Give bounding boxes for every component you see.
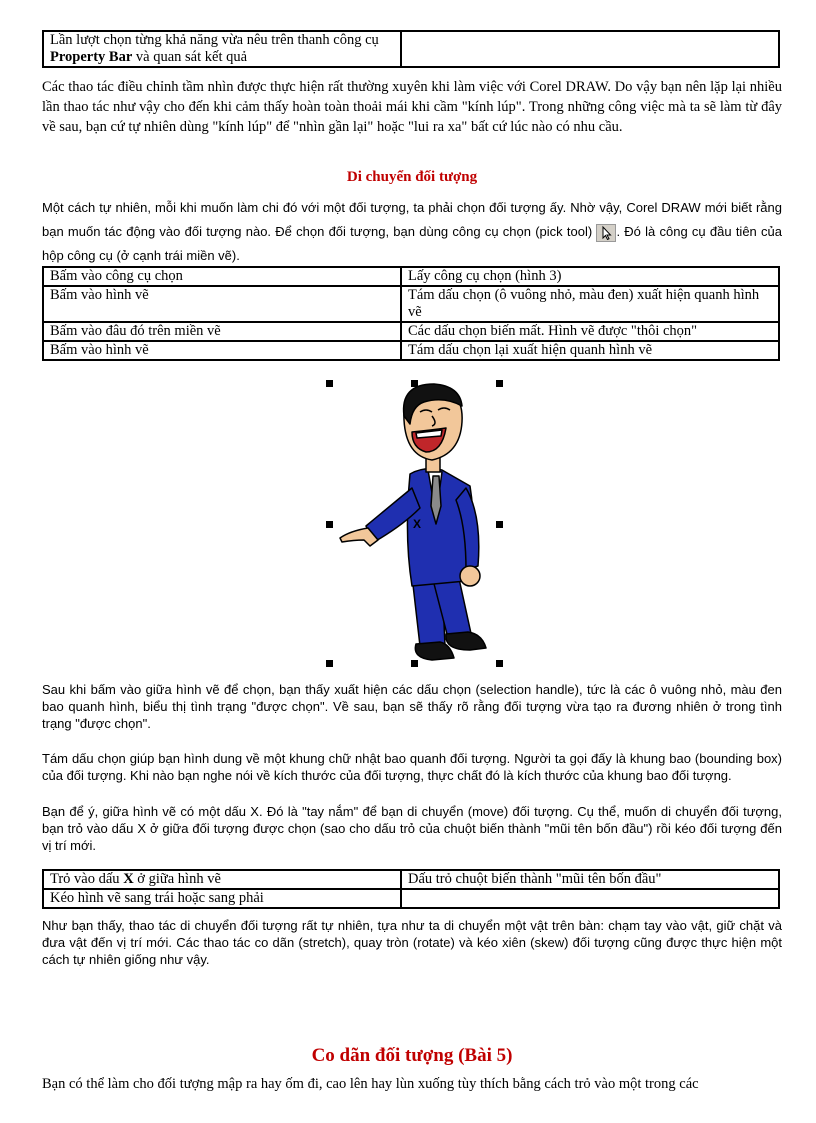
table-cell: Lần lượt chọn từng khả năng vừa nêu trên thanh công cụ Property Bar và quan sát kết quả <box>43 31 401 67</box>
heading-stretch: Co dãn đối tượng (Bài 5) <box>311 1045 513 1066</box>
table-cell: Kéo hình vẽ sang trái hoặc sang phải <box>43 889 401 908</box>
table-row <box>43 870 779 889</box>
pick-tool-icon <box>596 224 616 242</box>
selection-handle[interactable] <box>411 380 418 387</box>
table-cell: Trỏ vào dấu X ở giữa hình vẽ <box>43 870 401 889</box>
table-cell: Tám dấu chọn (ô vuông nhỏ, màu đen) xuất hiện quanh hình vẽ <box>401 286 779 322</box>
selection-handle[interactable] <box>326 521 333 528</box>
selected-cartoon-figure[interactable] <box>320 376 510 672</box>
table-cell: Bấm vào công cụ chọn <box>43 267 401 286</box>
table-row <box>43 31 779 67</box>
heading-move: Di chuyển đối tượng <box>346 169 478 185</box>
table-cell: Bấm vào hình vẽ <box>43 341 401 360</box>
table-cell <box>401 31 779 67</box>
table-cell: Tám dấu chọn lại xuất hiện quanh hình vẽ <box>401 341 779 360</box>
paragraph-natural: Như bạn thấy, thao tác di chuyển đối tượng rất tự nhiên, tựa như ta di chuyển một vật trên bàn: chạm tay vào vật, giữ chặt và đưa vật đến vị trí mới. Các thao tác co dãn (stretch), quay tròn (rotate) và kéo xiên (skew) đối tượng cũng được thực hiện một cách tự nhiên giống như vậy. <box>42 918 782 967</box>
table-cell: Bấm vào đâu đó trên miền vẽ <box>43 322 401 341</box>
table-cell: Dấu trỏ chuột biến thành "mũi tên bốn đầu" <box>401 870 779 889</box>
table-row <box>43 267 779 286</box>
selection-handle[interactable] <box>411 660 418 667</box>
table-row <box>43 286 779 322</box>
table-cell: Các dấu chọn biến mất. Hình vẽ được "thôi chọn" <box>401 322 779 341</box>
selection-handle[interactable] <box>496 660 503 667</box>
move-center-marker[interactable]: X <box>413 517 422 531</box>
paragraph-after-select: Sau khi bấm vào giữa hình vẽ để chọn, bạn thấy xuất hiện các dấu chọn (selection handle), tức là các ô vuông nhỏ, màu đen bao quanh hình, biểu thị tình trạng "được chọn". Về sau, bạn sẽ thấy rõ rằng đối tượng vừa tạo ra đương nhiên ở trong tình trạng "được chọn". <box>42 682 782 731</box>
selection-handle[interactable] <box>496 521 503 528</box>
table-row <box>43 341 779 360</box>
paragraph-move-handle: Bạn để ý, giữa hình vẽ có một dấu X. Đó là "tay nắm" để bạn di chuyển (move) đối tượng. Cụ thể, muốn di chuyển đối tượng, bạn trỏ vào dấu X ở giữa đối tượng được chọn (sao cho dấu trỏ của chuột biến thành "mũi tên bốn đầu") rồi kéo đối tượng đến vị trí mới. <box>42 804 782 853</box>
paragraph-select: Một cách tự nhiên, mỗi khi muốn làm chi đó với một đối tượng, ta phải chọn đối tượng ấy. Nhờ vậy, Corel DRAW mới biết rằng bạn muốn tác động vào đối tượng nào. Để chọn đối tượng, bạn dùng công cụ chọn (pick tool) . Đó là công cụ đầu tiên của hộp công cụ (ở cạnh trái miền vẽ). <box>42 200 782 263</box>
table-row <box>43 889 779 908</box>
table-cell: Bấm vào hình vẽ <box>43 286 401 322</box>
table-top <box>42 30 782 68</box>
paragraph-bounding-box: Tám dấu chọn giúp bạn hình dung về một khung chữ nhật bao quanh đối tượng. Người ta gọi đấy là khung bao (bounding box) của đối tượng. Khi nào bạn nghe nói về kích thước của đối tượng, thực chất đó là kích thước của khung bao đối tượng. <box>42 751 782 783</box>
table-cell <box>401 889 779 908</box>
table-select <box>42 266 782 361</box>
table-move <box>42 869 782 909</box>
selection-handle[interactable] <box>496 380 503 387</box>
selection-handle[interactable] <box>326 660 333 667</box>
paragraph-stretch: Bạn có thể làm cho đối tượng mập ra hay ốm đi, cao lên hay lùn xuống tùy thích bằng cách trỏ vào một trong các <box>42 1076 699 1092</box>
table-cell: Lấy công cụ chọn (hình 3) <box>401 267 779 286</box>
selection-handle[interactable] <box>326 380 333 387</box>
table-row <box>43 322 779 341</box>
paragraph-zoom: Các thao tác điều chỉnh tầm nhìn được thực hiện rất thường xuyên khi làm việc với Corel DRAW. Do vậy bạn nên lặp lại nhiều lần thao tác như vậy cho đến khi cảm thấy hoàn toàn thoải mái khi cầm "kính lúp". Trong những công việc mà ta sẽ làm từ đây về sau, bạn cứ tự nhiên dùng "kính lúp" để "nhìn gần lại" hoặc "lui ra xa" bất cứ lúc nào có nhu cầu. <box>42 79 782 135</box>
